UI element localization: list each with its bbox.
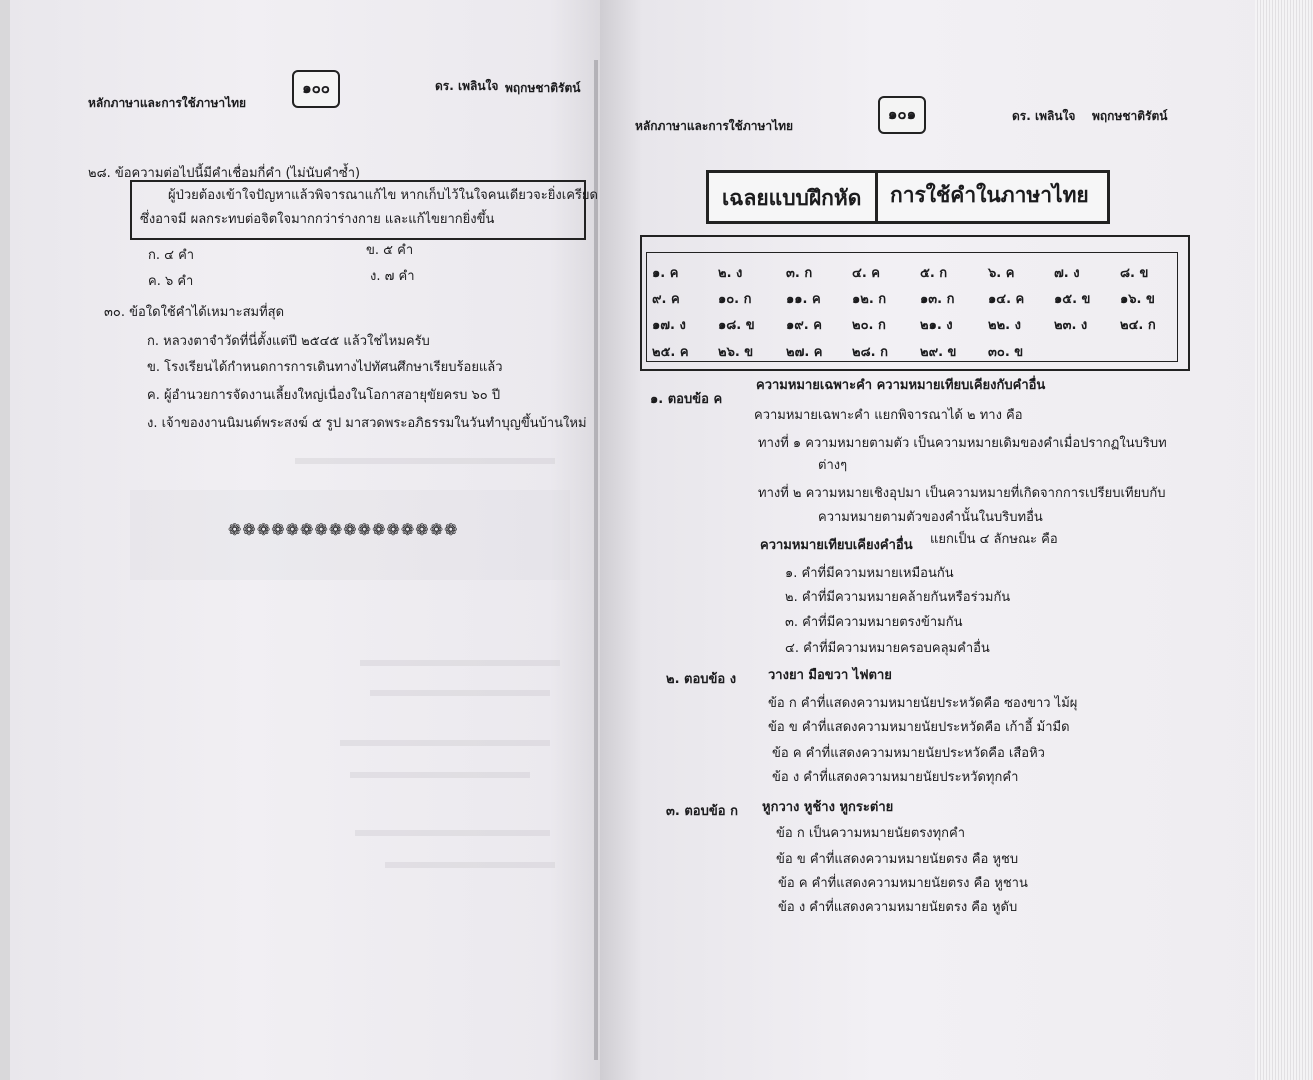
show-through-line (350, 772, 530, 778)
option-c: ค. ผู้อำนวยการจัดงานเลี้ยงใหญ่เนื่องในโอกาสอายุขัยครบ ๖๐ ปี (147, 388, 501, 403)
answer-2-head-text: วางยา มือขวา ไฟตาย (768, 668, 892, 683)
answer-cell: ๖. ค (988, 266, 1015, 281)
answer-1-line1: ความหมายเฉพาะคำ แยกพิจารณาได้ ๒ ทาง คือ (754, 408, 1023, 423)
answer-cell: ๒๗. ค (786, 345, 823, 360)
answer-cell: ๑๔. ค (988, 292, 1025, 307)
answer-cell: ๑. ค (652, 266, 679, 281)
option-d: ง. เจ้าของงานนิมนต์พระสงฆ์ ๕ รูป มาสวดพระอภิธรรมในวันทำบุญขึ้นบ้านใหม่ (147, 416, 587, 431)
answer-cell: ๒๒. ง (988, 318, 1021, 333)
answer-1-line6b: แยกเป็น ๔ ลักษณะ คือ (930, 532, 1058, 547)
left-page-number (292, 70, 340, 108)
answer-3-opt-d: ข้อ ง คำที่แสดงความหมายนัยตรง คือ หูดับ (778, 900, 1018, 915)
right-header-author: ดร. เพลินใจ (1012, 109, 1076, 123)
left-header-author: ดร. เพลินใจ (435, 79, 499, 93)
option-c: ค. ๖ คำ (148, 274, 194, 289)
title-right: การใช้คำในภาษาไทย (890, 183, 1089, 207)
show-through-line (385, 862, 555, 868)
answer-1-line3: ต่างๆ (818, 458, 848, 473)
answer-3-opt-c: ข้อ ค คำที่แสดงความหมายนัยตรง คือ หูชาน (778, 876, 1028, 891)
answer-cell: ๒๓. ง (1054, 318, 1088, 333)
question-28-box-line1: ผู้ป่วยต้องเข้าใจปัญหาแล้วพิจารณาแก้ไข หากเก็บไว้ในใจคนเดียวจะยิ่งเครียด (168, 188, 598, 203)
page-edges (1255, 0, 1313, 1080)
answer-cell: ๑๙. ค (786, 318, 822, 333)
answer-1-head-text: ความหมายเฉพาะคำ ความหมายเทียบเคียงกับคำอื่น (756, 378, 1046, 393)
page-number-text: ๑๐๐ (302, 79, 330, 97)
answer-cell: ๑๘. ข (718, 318, 755, 333)
answer-3-head: ๓. ตอบข้อ ก (666, 804, 738, 819)
option-b: ข. ๕ คำ (366, 243, 414, 258)
answer-cell: ๒๑. ง (920, 318, 953, 333)
answer-cell: ๑๐. ก (718, 292, 752, 307)
show-through-line (355, 830, 550, 836)
answer-3-opt-b: ข้อ ข คำที่แสดงความหมายนัยตรง คือ หูชบ (776, 852, 1019, 867)
answer-cell: ๓. ก (786, 266, 813, 281)
book-gutter (594, 60, 598, 1060)
question-30: ๓๐. ข้อใดใช้คำได้เหมาะสมที่สุด (104, 305, 285, 320)
question-28-box-line2: ซึ่งอาจมี ผลกระทบต่อจิตใจมากกว่าร่างกาย และแก้ไขยากยิ่งขึ้น (140, 212, 495, 227)
answer-2-head: ๒. ตอบข้อ ง (666, 672, 737, 687)
answer-1-item3: ๓. คำที่มีความหมายตรงข้ามกัน (785, 615, 963, 630)
answer-1-line4: ทางที่ ๒ ความหมายเชิงอุปมา เป็นความหมายที่เกิดจากการเปรียบเทียบกับ (758, 486, 1166, 501)
answer-2-opt-b: ข้อ ข คำที่แสดงความหมายนัยประหวัดคือ เก้าอี้ ม้ามืด (768, 720, 1070, 735)
answer-cell: ๓๐. ข (988, 345, 1024, 360)
answer-cell: ๙. ค (652, 292, 680, 307)
show-through-line (360, 660, 560, 666)
left-header-book: หลักภาษาและการใช้ภาษาไทย (88, 96, 247, 110)
show-through-line (370, 690, 550, 696)
question-28: ๒๘. ข้อความต่อไปนี้มีคำเชื่อมกี่คำ (ไม่นับคำซ้ำ) (88, 166, 361, 181)
answer-cell: ๒๙. ข (920, 345, 957, 360)
answer-cell: ๒๖. ข (718, 345, 754, 360)
answer-3-head-text: หูกวาง หูช้าง หูกระต่าย (762, 800, 894, 815)
show-through-line (295, 458, 555, 464)
answer-cell: ๗. ง (1054, 266, 1080, 281)
option-a: ก. หลวงตาจำวัดที่นี่ตั้งแต่ปี ๒๕๔๕ แล้วใช่ไหมครับ (147, 334, 430, 349)
option-d: ง. ๗ คำ (370, 269, 415, 284)
answer-1-item4: ๔. คำที่มีความหมายครอบคลุมคำอื่น (785, 641, 990, 656)
page-number-text: ๑๐๑ (887, 105, 917, 123)
answer-cell: ๒๕. ค (652, 345, 689, 360)
answer-cell: ๒๐. ก (852, 318, 886, 333)
flower-divider: ❁❁❁❁❁❁❁❁❁❁❁❁❁❁❁❁ (228, 520, 459, 539)
answer-cell: ๑๑. ค (786, 292, 821, 307)
answer-1-line2: ทางที่ ๑ ความหมายตามตัว เป็นความหมายเดิมของคำเมื่อปรากฏในบริบท (758, 436, 1167, 451)
answer-cell: ๑๓. ก (920, 292, 955, 307)
answer-1-line6: ความหมายเทียบเคียงคำอื่น (760, 538, 913, 553)
answer-cell: ๘. ข (1120, 266, 1149, 281)
answer-2-opt-a: ข้อ ก คำที่แสดงความหมายนัยประหวัดคือ ซองขาว ไม้ผุ (768, 696, 1078, 711)
right-header-author-last: พฤกษชาติรัตน์ (1092, 109, 1168, 123)
answer-2-opt-c: ข้อ ค คำที่แสดงความหมายนัยประหวัดคือ เสือหิว (772, 746, 1045, 761)
option-a: ก. ๔ คำ (148, 248, 195, 263)
answer-cell: ๒๔. ก (1120, 318, 1156, 333)
left-header-author-last: พฤกษชาติรัตน์ (505, 81, 581, 95)
answer-1-item1: ๑. คำที่มีความหมายเหมือนกัน (785, 566, 954, 581)
answer-cell: ๑๗. ง (652, 318, 686, 333)
show-through-line (340, 740, 550, 746)
answer-1-head: ๑. ตอบข้อ ค (650, 392, 723, 407)
right-header-book: หลักภาษาและการใช้ภาษาไทย (635, 119, 794, 133)
option-b: ข. โรงเรียนได้กำหนดการการเดินทางไปทัศนศึกษาเรียบร้อยแล้ว (147, 360, 503, 375)
right-page-number (878, 96, 926, 134)
answer-cell: ๑๒. ก (852, 292, 887, 307)
answer-1-item2: ๒. คำที่มีความหมายคล้ายกันหรือร่วมกัน (785, 590, 1011, 605)
answer-3-opt-a: ข้อ ก เป็นความหมายนัยตรงทุกคำ (776, 826, 966, 841)
answer-cell: ๒๘. ก (852, 345, 888, 360)
answer-cell: ๕. ก (920, 266, 948, 281)
answer-1-line5: ความหมายตามตัวของคำนั้นในบริบทอื่น (818, 510, 1043, 525)
title-divider (875, 170, 878, 224)
answer-cell: ๑๕. ข (1054, 292, 1091, 307)
answer-2-opt-d: ข้อ ง คำที่แสดงความหมายนัยประหวัดทุกคำ (772, 770, 1019, 785)
answer-cell: ๒. ง (718, 266, 743, 281)
answer-cell: ๔. ค (852, 266, 880, 281)
title-left: เฉลยแบบฝึกหัด (722, 186, 862, 210)
answer-cell: ๑๖. ข (1120, 292, 1155, 307)
